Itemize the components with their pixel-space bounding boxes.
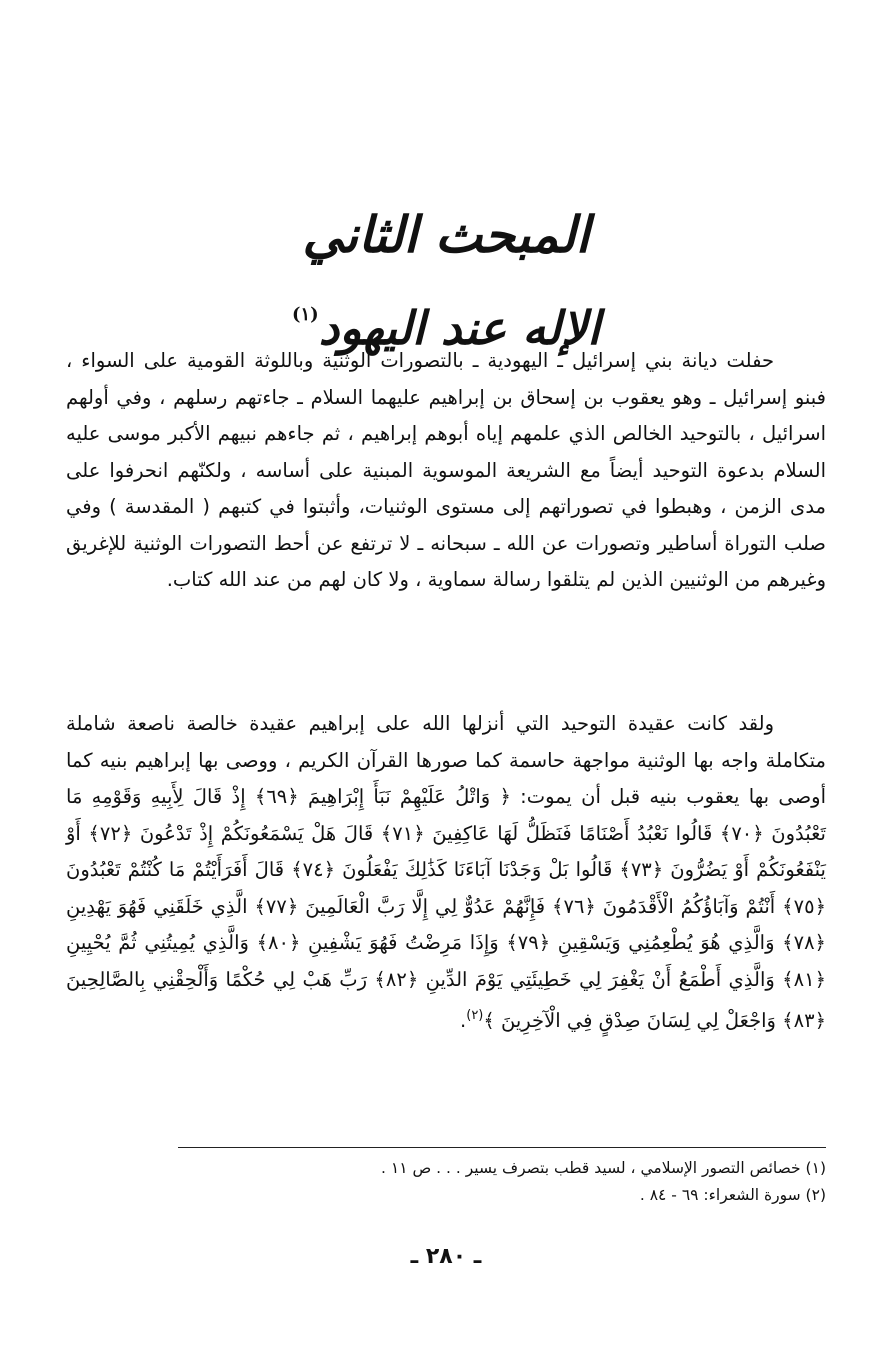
quran-end-mark: . bbox=[460, 1009, 467, 1032]
section-title: المبحث الثاني bbox=[302, 205, 590, 264]
quran-passage: ﴿ وَاتْلُ عَلَيْهِمْ نَبَأَ إِبْرَاهِيمَ ﴿٦٩﴾ إِذْ قَالَ لِأَبِيهِ وَقَوْمِهِ مَا تَعْبُدُونَ ﴿٧٠﴾ قَالُوا نَعْبُدُ أَصْنَامًا فَنَظَلُّ لَهَا عَاكِفِينَ ﴿٧١﴾ قَالَ هَلْ يَسْمَعُونَكُمْ إِذْ تَدْعُونَ ﴿٧٢﴾ أَوْ يَنْفَعُونَكُمْ أَوْ يَضُرُّونَ ﴿٧٣﴾ قَالُوا بَلْ وَجَدْنَا آبَاءَنَا كَذَٰلِكَ يَفْعَلُونَ ﴿٧٤﴾ قَالَ أَفَرَأَيْتُمْ مَا كُنْتُمْ تَعْبُدُونَ ﴿٧٥﴾ أَنْتُمْ وَآبَاؤُكُمُ الْأَقْدَمُونَ ﴿٧٦﴾ فَإِنَّهُمْ عَدُوٌّ لِي إِلَّا رَبَّ الْعَالَمِينَ ﴿٧٧﴾ الَّذِي خَلَقَنِي فَهُوَ يَهْدِينِ ﴿٧٨﴾ وَالَّذِي هُوَ يُطْعِمُنِي وَيَسْقِينِ ﴿٧٩﴾ وَإِذَا مَرِضْتُ فَهُوَ يَشْفِينِ ﴿٨٠﴾ وَالَّذِي يُمِيتُنِي ثُمَّ يُحْيِينِ ﴿٨١﴾ وَالَّذِي أَطْمَعُ أَنْ يَغْفِرَ لِي خَطِيئَتِي يَوْمَ الدِّينِ ﴿٨٢﴾ رَبِّ هَبْ لِي حُكْمًا وَأَلْحِقْنِي بِالصَّالِحِينَ ﴿٨٣﴾ وَاجْعَلْ لِي لِسَانَ صِدْقٍ فِي الْآخِرِينَ ﴾ bbox=[66, 785, 827, 1032]
paragraph-2-intro: ولقد كانت عقيدة التوحيد التي أنزلها الله على إبراهيم عقيدة خالصة ناصعة شاملة متكاملة واجه بها الوثنية مواجهة حاسمة كما صورها القرآن الكريم ، ووصى بها إبراهيم بنيه كما أوصى بها يعقوب بنيه قبل أن يموت: bbox=[66, 712, 826, 808]
quran-footnote-ref: (٢) bbox=[466, 1008, 484, 1023]
footnote-1: (١) خصائص التصور الإسلامي ، لسيد قطب بتصرف يسير . . . ص ١١ . bbox=[381, 1159, 826, 1177]
subtitle-footnote-ref: (١) bbox=[291, 304, 319, 325]
body-paragraph-1 bbox=[66, 343, 826, 599]
paragraph-2-text bbox=[66, 706, 826, 1040]
body-paragraph-2 bbox=[66, 706, 826, 1040]
page-number: ـ ٢٨٠ ـ bbox=[410, 1244, 482, 1269]
subtitle-text: الإله عند اليهود bbox=[318, 301, 601, 355]
footnotes bbox=[178, 1155, 826, 1209]
paragraph-1-text: حفلت ديانة بني إسرائيل ـ اليهودية ـ بالتصورات الوثنية وباللوثة القومية على السواء ، فبنو إسرائيل ـ وهو يعقوب بن إسحاق بن إبراهيم عليهما السلام ـ جاءتهم رسلهم ، وفي أولهم اسرائيل ، بالتوحيد الخالص الذي علمهم إياه أبوهم إبراهيم ، ثم جاءهم نبيهم الأكبر موسى عليه السلام بدعوة التوحيد أيضاً مع الشريعة الموسوية المبنية على أساسه ، ولكنّهم انحرفوا على مدى الزمن ، وهبطوا في تصوراتهم إلى مستوى الوثنيات، وأثبتوا في كتبهم ( المقدسة ) وفي صلب التوراة أساطير وتصورات عن الله ـ سبحانه ـ لا ترتفع عن أحط التصورات الوثنية للإغريق وغيرهم من الوثنيين الذين لم يتلقوا رسالة سماوية ، ولا كان لهم من عند الله كتاب. bbox=[66, 349, 826, 591]
footnote-2: (٢) سورة الشعراء: ٦٩ - ٨٤ . bbox=[639, 1186, 826, 1204]
footnote-divider bbox=[178, 1147, 826, 1148]
